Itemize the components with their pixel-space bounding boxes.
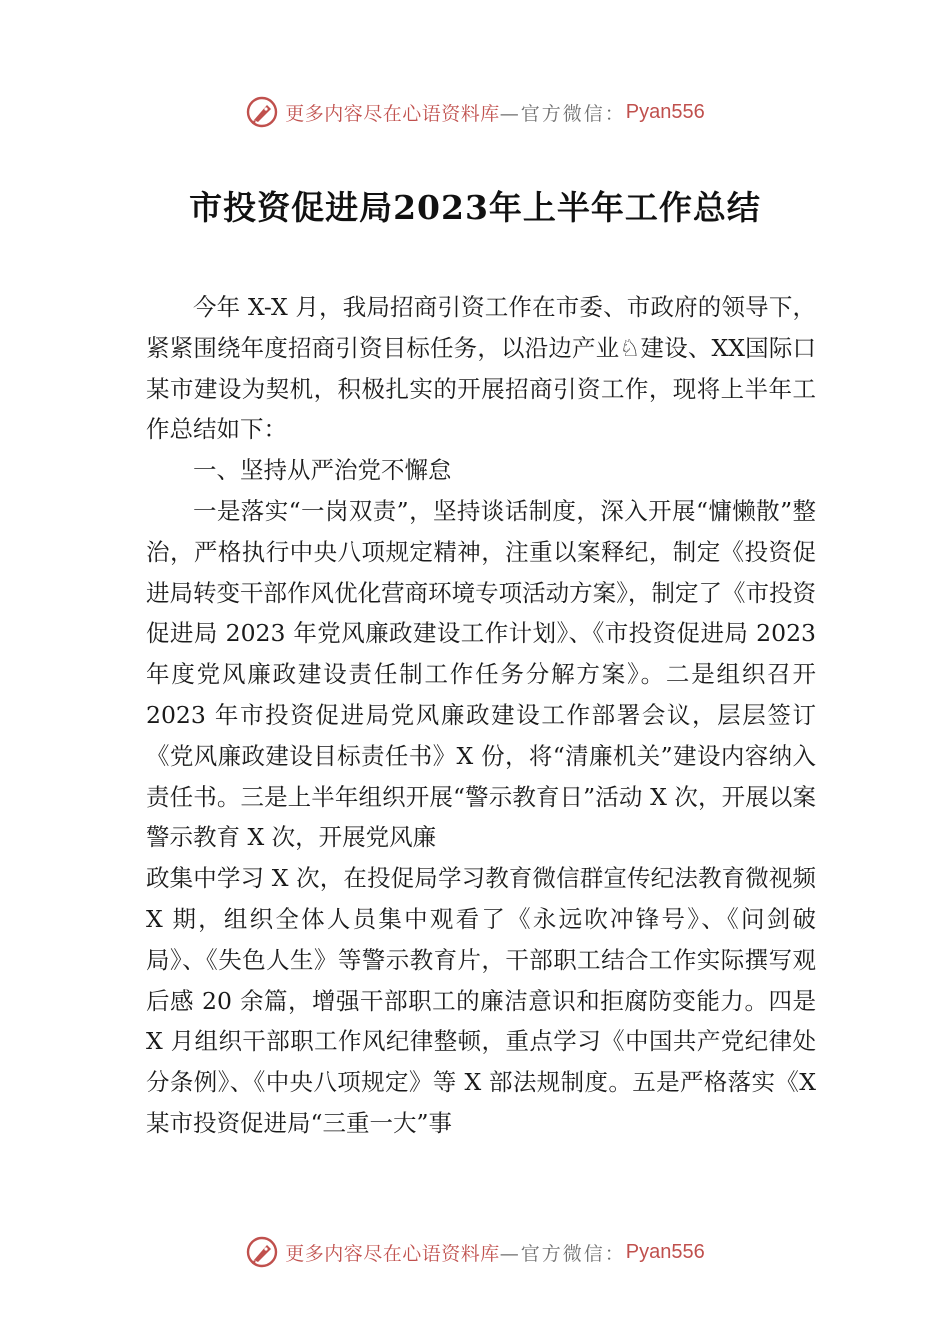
banner-library-text: 更多内容尽在心语资料库 (285, 102, 500, 125)
body-paragraph-continued: 政集中学习 X 次，在投促局学习教育微信群宣传纪法教育微视频 X 期，组织全体人员集中观看了《永远吹冲锋号》、《问剑破局》、《失色人生》等警示教育片，干部职工结合工作实际撰写观后感 20 余篇，增强干部职工的廉洁意识和拒腐防变能力。四是 X 月组织干部职工作风纪律整顿，重点学习《中国共产党纪律处分条例》、《中央八项规定》等 X 部法规制度。五是严格落实《X某市投资促进局“三重一大”事 (146, 864, 816, 1137)
banner-wechat-id: Pyan556 (625, 100, 705, 123)
document-title: 市投资促进局2023年上半年工作总结 (189, 188, 761, 227)
header-watermark-banner (0, 92, 950, 132)
intro-paragraph: 今年 X-X 月，我局招商引资工作在市委、市政府的领导下，紧紧围绕年度招商引资目标任务，以沿边产业♘建设、XX国际口某市建设为契机，积极扎实的开展招商引资工作，现将上半年工作总结如下： (146, 293, 816, 444)
banner-wechat-label: —官方微信： (499, 102, 626, 125)
body-paragraph: 一是落实“一岗双责”，坚持谈话制度，深入开展“慵懒散”整治，严格执行中央八项规定精神，注重以案释纪，制定《投资促进局转变干部作风优化营商环境专项活动方案》，制定了《市投资促进局 2023 年党风廉政建设工作计划》、《市投资促进局 2023 年度党风廉政建设责任制工作任务分解方案》。二是组织召开 2023 年市投资促进局党风廉政建设工作部署会议，层层签订《党风廉政建设目标责任书》X 份，将“清廉机关”建设内容纳入责任书。三是上半年组织开展“警示教育日”活动 X 次，开展以案警示教育 X 次，开展党风廉 (146, 496, 816, 852)
section-heading: 一、坚持从严治党不懈怠 (193, 456, 452, 485)
document-body (146, 287, 816, 1144)
pen-nib-logo-icon (245, 1235, 279, 1269)
banner-wechat-id: Pyan556 (625, 1240, 705, 1263)
banner-library-text: 更多内容尽在心语资料库 (285, 1242, 500, 1265)
footer-watermark-banner (0, 1232, 950, 1272)
banner-wechat-label: —官方微信： (499, 1242, 626, 1265)
pen-nib-logo-icon (245, 95, 279, 129)
